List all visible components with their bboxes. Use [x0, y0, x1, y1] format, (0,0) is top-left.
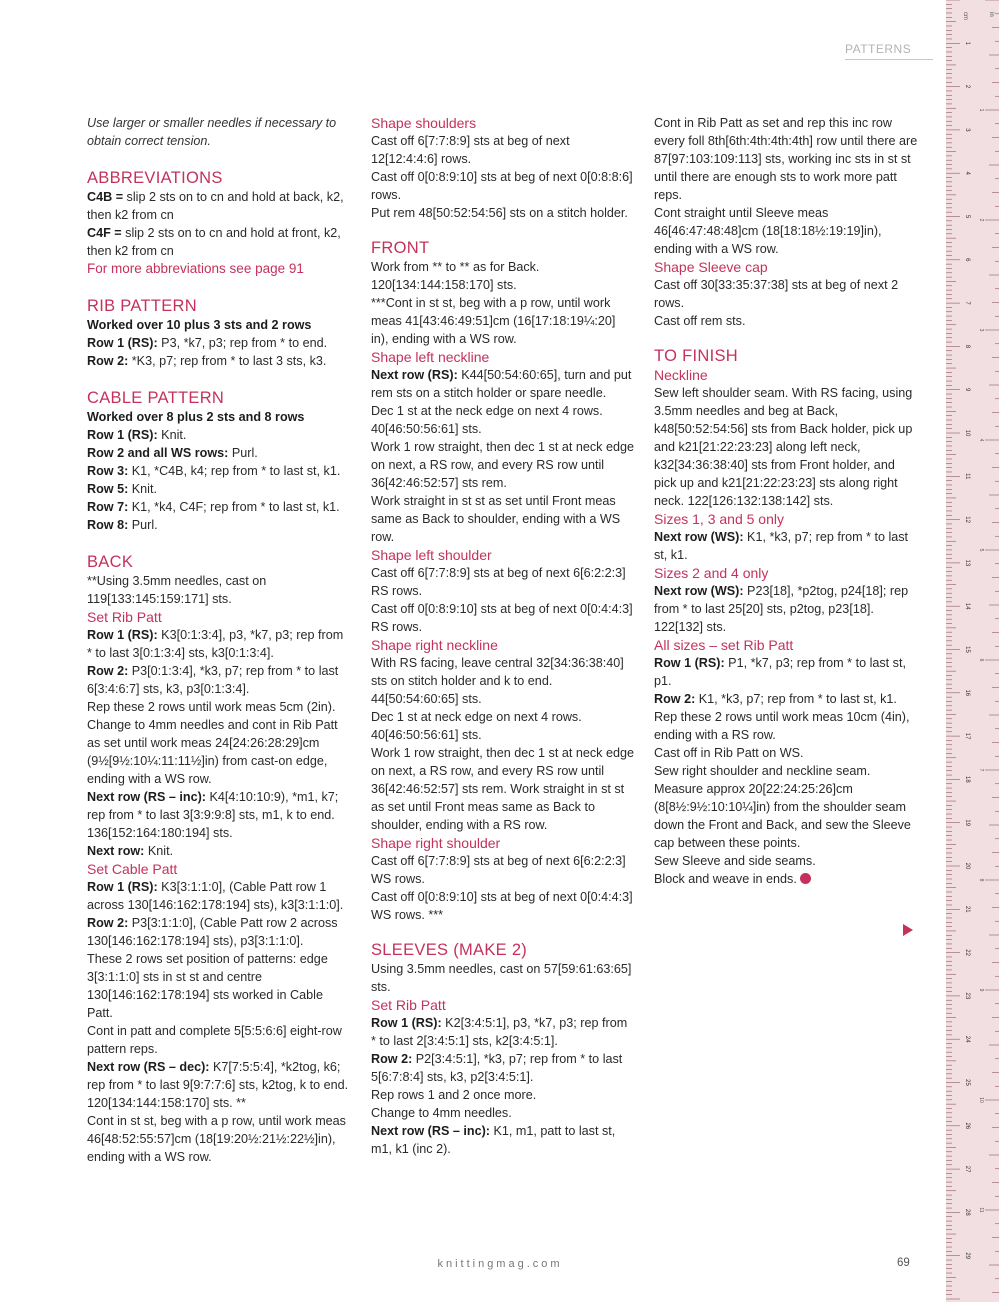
sleeves-row-2: Row 2: P2[3:4:5:1], *k3, p7; rep from * to last 5[6:7:8:4] sts, k3, p2[3:4:5:1]. [371, 1052, 623, 1084]
column-3 [654, 114, 918, 888]
set-rib-patt-heading: Set Rib Patt [87, 609, 162, 625]
intro-note: Use larger or smaller needles if necessary to obtain correct tension. [87, 116, 337, 148]
all-sizes-block: Block and weave in ends. [654, 870, 918, 888]
ruler-cm-number: 3 [964, 128, 970, 132]
cable-worked: Worked over 8 plus 2 sts and 8 rows [87, 410, 305, 424]
sizes-2-4-heading: Sizes 2 and 4 only [654, 565, 769, 581]
back-position-note: These 2 rows set position of patterns: edge 3[3:1:1:0] sts in st st and centre 130[146:162:178:194] sts worked in Cable Patt. [87, 952, 328, 1020]
front-heading: FRONT [371, 239, 430, 257]
sleeve-cont-straight: Cont straight until Sleeve meas 46[46:47:48:48]cm (18[18:18½:19:19]in), ending with a WS row. [654, 206, 882, 256]
back-complete-reps: Cont in patt and complete 5[5:5:6:6] eight-row pattern reps. [87, 1024, 342, 1056]
set-cable-patt-heading: Set Cable Patt [87, 861, 178, 877]
neckline-heading: Neckline [654, 367, 708, 383]
ruler-cm-number: 4 [964, 171, 970, 175]
shape-left-shoulder-heading: Shape left shoulder [371, 547, 492, 563]
back-next-row-inc: Next row (RS – inc): K4[4:10:10:9), *m1, k7; rep from * to last 3[3:9:9:8] sts, m1, k to end. 136[152:164:180:194] sts. [87, 790, 339, 840]
back-heading: BACK [87, 553, 134, 571]
right-neckline-work: Work 1 row straight, then dec 1 st at neck edge on next, a RS row, and every RS row until 36[42:46:52:57] sts rem. Work straight in st st as set until Front meas same as Back to shoulder, ending with a RS row. [371, 746, 634, 832]
left-neckline-work: Work 1 row straight, then dec 1 st at neck edge on next, a RS row, and every RS row until 36[42:46:52:57] sts rem. [371, 440, 634, 490]
left-neckline-straight: Work straight in st st as set until Front meas same as Back to shoulder, ending with a WS row. [371, 494, 621, 544]
sleeves-set-rib-heading: Set Rib Patt [371, 997, 446, 1013]
ruler-cm-number: 28 [964, 1209, 970, 1216]
sleeve-cap-cast-off: Cast off 30[33:35:37:38] sts at beg of next 2 rows. [654, 278, 899, 310]
cable-row-2: Row 2 and all WS rows: Purl. [87, 446, 258, 460]
ruler-cm-number: 12 [964, 516, 970, 523]
ruler-cm-number: 15 [964, 646, 970, 653]
ruler-cm-number: 13 [964, 559, 970, 567]
ruler-cm-number: 7 [964, 301, 970, 305]
rib-pattern-heading: RIB PATTERN [87, 297, 197, 315]
page-number: 69 [897, 1257, 910, 1269]
shape-right-shoulder-heading: Shape right shoulder [371, 835, 501, 851]
abbrev-c4f: C4F = slip 2 sts on to cn and hold at front, k2, then k2 from cn [87, 226, 341, 258]
to-finish-heading: TO FINISH [654, 347, 738, 365]
shape-sleeve-cap-heading: Shape Sleeve cap [654, 259, 768, 275]
ruler-cm-number: 19 [964, 819, 970, 827]
front-work-as-back: Work from ** to ** as for Back. 120[134:144:158:170] sts. [371, 260, 540, 292]
ruler-cm-number: 21 [964, 905, 970, 913]
shoulders-holder: Put rem 48[50:52:54:56] sts on a stitch holder. [371, 206, 628, 220]
all-sizes-sew-seams: Sew right shoulder and neckline seam. Measure approx 20[22:24:25:26]cm (8[8½:9½:10:10¼]in) from the shoulder seam down the Front and Back, and sew the Sleeve cap between these points. [654, 764, 911, 850]
ruler-cm-number: 25 [964, 1079, 970, 1086]
neckline-instructions: Sew left shoulder seam. With RS facing, using 3.5mm needles and beg at Back, k48[50:52:54:56] sts from Back holder, pick up and k21[21:22:23:23] along left neck, k32[34:36:38:40] sts from Front holder, and pick up and k21[21:22:23:23] sts along right neck. 122[126:132:138:142] sts. [654, 386, 913, 508]
cable-row-8: Row 8: Purl. [87, 518, 158, 532]
ruler-cm-number: 14 [964, 602, 970, 610]
ruler-cm-number: 17 [964, 732, 970, 740]
shape-shoulders-heading: Shape shoulders [371, 115, 477, 131]
section-header: PATTERNS [845, 42, 933, 60]
shoulders-cast-off-1: Cast off 6[7:7:8:9] sts at beg of next 12[12:4:4:6] rows. [371, 134, 570, 166]
sleeves-repeat: Rep rows 1 and 2 once more. [371, 1088, 537, 1102]
ruler-cm-number: 16 [964, 689, 970, 697]
left-shoulder-cast-off-1: Cast off 6[7:7:8:9] sts at beg of next 6[6:2:2:3] RS rows. [371, 566, 626, 598]
right-neckline-dec: Dec 1 st at neck edge on next 4 rows. 40[46:50:56:61] sts. [371, 710, 582, 742]
sleeve-cap-cast-off-rem: Cast off rem sts. [654, 314, 746, 328]
sizes-1-3-5-row: Next row (WS): K1, *k3, p7; rep from * to last st, k1. [654, 530, 909, 562]
sleeves-cast-on: Using 3.5mm needles, cast on 57[59:61:63:65] sts. [371, 962, 632, 994]
footer-site: knittingmag.com [437, 1258, 563, 1270]
all-sizes-row-2: Row 2: K1, *k3, p7; rep from * to last st, k1. [654, 692, 897, 706]
abbreviations-heading: ABBREVIATIONS [87, 169, 223, 187]
ruler-in-number: 3 [978, 328, 984, 332]
ruler-in-number: 1 [978, 108, 984, 112]
cable-row-5: Row 5: Knit. [87, 482, 157, 496]
ruler-cm-number: 23 [964, 992, 970, 1000]
all-sizes-repeat: Rep these 2 rows until work meas 10cm (4in), ending with a RS row. [654, 710, 910, 742]
sleeve-cont-rib: Cont in Rib Patt as set and rep this inc row every foll 8th[6th:4th:4th:4th] row until there are 87[97:103:109:113] sts, working inc sts in st st until there are enough sts to work more patt reps. [654, 116, 918, 202]
all-sizes-side-seams: Sew Sleeve and side seams. [654, 854, 816, 868]
ruler-background [946, 0, 999, 1302]
more-abbreviations-link[interactable]: For more abbreviations see page 91 [87, 261, 304, 276]
ruler-in-number: 8 [978, 878, 984, 882]
ruler-cm-number: 29 [964, 1252, 970, 1260]
cable-row-7: Row 7: K1, *k4, C4F; rep from * to last st, k1. [87, 500, 340, 514]
column-2 [371, 114, 635, 1158]
back-repeat: Rep these 2 rows until work meas 5cm (2in). [87, 700, 336, 714]
ruler-cm-number: 10 [964, 429, 970, 437]
ruler-cm-number: 24 [964, 1035, 970, 1043]
cable-row-3: Row 3: K1, *C4B, k4; rep from * to last st, k1. [87, 464, 341, 478]
rib-row-1: Row 1 (RS): P3, *k7, p3; rep from * to end. [87, 336, 328, 350]
front-cont-st-st: ***Cont in st st, beg with a p row, until work meas 41[43:46:49:51]cm (16[17:18:19¼:20] in), ending with a WS row. [371, 296, 616, 346]
sleeves-change-needles: Change to 4mm needles. [371, 1106, 512, 1120]
back-change-needles: Change to 4mm needles and cont in Rib Patt as set until work meas 24[24:26:28:29]cm (9½[9½:10¼:11:11½]in) from cast-on edge, ending with a WS row. [87, 718, 338, 786]
back-row-1: Row 1 (RS): K3[0:1:3:4], p3, *k7, p3; rep from * to last 3[0:1:3:4] sts, k3[0:1:3:4]. [87, 628, 344, 660]
ruler-cm-number: 26 [964, 1122, 970, 1130]
back-next-row-knit: Next row: Knit. [87, 844, 174, 858]
yarn-ball-icon [800, 873, 811, 884]
sleeves-heading: SLEEVES (MAKE 2) [371, 941, 528, 959]
right-neckline-leave: With RS facing, leave central 32[34:36:38:40] sts on stitch holder and k to end. 44[50:54:60:65] sts. [371, 656, 624, 706]
ruler-cm-number: 2 [964, 84, 970, 89]
ruler-in-number: 10 [978, 1097, 984, 1103]
continue-arrow-icon [903, 924, 913, 936]
right-shoulder-cast-off-1: Cast off 6[7:7:8:9] sts at beg of next 6[6:2:2:3] WS rows. [371, 854, 626, 886]
all-sizes-cast-off: Cast off in Rib Patt on WS. [654, 746, 804, 760]
cable-pattern-heading: CABLE PATTERN [87, 389, 225, 407]
shoulders-cast-off-2: Cast off 0[0:8:9:10] sts at beg of next 0[0:8:8:6] rows. [371, 170, 633, 202]
ruler-in-number: 5 [978, 548, 984, 552]
cable-row-1: Row 1 (RS): Knit. [87, 428, 187, 442]
ruler-cm-number: 20 [964, 862, 970, 870]
set-cable-row-2: Row 2: P3[3:1:1:0], (Cable Patt row 2 across 130[146:162:178:194] sts), p3[3:1:1:0]. [87, 916, 338, 948]
ruler-cm-number: 27 [964, 1165, 970, 1173]
ruler-cm-number: 6 [964, 258, 970, 262]
ruler-in-number: 11 [978, 1207, 984, 1213]
ruler-in-number: 9 [978, 988, 984, 992]
ruler-cm-number: 5 [964, 214, 970, 219]
all-sizes-row-1: Row 1 (RS): P1, *k7, p3; rep from * to last st, p1. [654, 656, 906, 688]
sizes-1-3-5-heading: Sizes 1, 3 and 5 only [654, 511, 784, 527]
measuring-ruler [946, 0, 999, 1302]
set-cable-row-1: Row 1 (RS): K3[3:1:1:0], (Cable Patt row 1 across 130[146:162:178:194] sts), k3[3:1:1:0]. [87, 880, 344, 912]
back-row-2: Row 2: P3[0:1:3:4], *k3, p7; rep from * to last 6[3:4:6:7] sts, k3, p3[0:1:3:4]. [87, 664, 339, 696]
back-next-row-dec: Next row (RS – dec): K7[7:5:5:4], *k2tog, k6; rep from * to last 9[9:7:7:6] sts, k2tog, k to end. 120[134:144:158:170] sts. ** [87, 1060, 349, 1110]
ruler-in-number: 2 [978, 218, 984, 222]
rib-worked: Worked over 10 plus 3 sts and 2 rows [87, 318, 312, 332]
sleeves-row-1: Row 1 (RS): K2[3:4:5:1], p3, *k7, p3; rep from * to last 2[3:4:5:1] sts, k2[3:4:5:1]. [371, 1016, 628, 1048]
sleeves-next-row-inc: Next row (RS – inc): K1, m1, patt to last st, m1, k1 (inc 2). [371, 1124, 616, 1156]
rib-row-2: Row 2: *K3, p7; rep from * to last 3 sts, k3. [87, 354, 327, 368]
ruler-cm-number: 8 [964, 344, 970, 349]
ruler-in-number: 7 [978, 768, 984, 772]
ruler-in-number: 6 [978, 658, 984, 662]
sizes-2-4-row: Next row (WS): P23[18], *p2tog, p24[18]; rep from * to last 25[20] sts, p2tog, p23[18]. 122[132] sts. [654, 584, 909, 634]
ruler-in-number: 4 [978, 438, 984, 442]
column-1 [87, 114, 349, 1166]
back-cont-st-st: Cont in st st, beg with a p row, until work meas 46[48:52:55:57]cm (18[19:20½:21½:22½]in), ending with a WS row. [87, 1114, 346, 1164]
shape-left-neckline-heading: Shape left neckline [371, 349, 490, 365]
left-neckline-next-row: Next row (RS): K44[50:54:60:65], turn and put rem sts on a stitch holder or spare needle. [371, 368, 632, 400]
ruler-cm-number: 9 [964, 388, 970, 392]
ruler-cm-number: 1 [964, 41, 970, 45]
left-neckline-dec: Dec 1 st at the neck edge on next 4 rows. 40[46:50:56:61] sts. [371, 404, 603, 436]
ruler-cm-number: 18 [964, 776, 970, 783]
ruler-cm-number: 22 [964, 949, 970, 956]
shape-right-neckline-heading: Shape right neckline [371, 637, 498, 653]
ruler-cm-label: cm [962, 12, 968, 20]
abbrev-c4b: C4B = slip 2 sts on to cn and hold at back, k2, then k2 from cn [87, 190, 344, 222]
left-shoulder-cast-off-2: Cast off 0[0:8:9:10] sts at beg of next 0[0:4:4:3] RS rows. [371, 602, 633, 634]
all-sizes-heading: All sizes – set Rib Patt [654, 637, 794, 653]
ruler-in-label: in [988, 12, 994, 17]
ruler-cm-number: 11 [964, 473, 970, 480]
right-shoulder-cast-off-2: Cast off 0[0:8:9:10] sts at beg of next 0[0:4:4:3] WS rows. *** [371, 890, 633, 922]
back-cast-on: **Using 3.5mm needles, cast on 119[133:145:159:171] sts. [87, 574, 267, 606]
